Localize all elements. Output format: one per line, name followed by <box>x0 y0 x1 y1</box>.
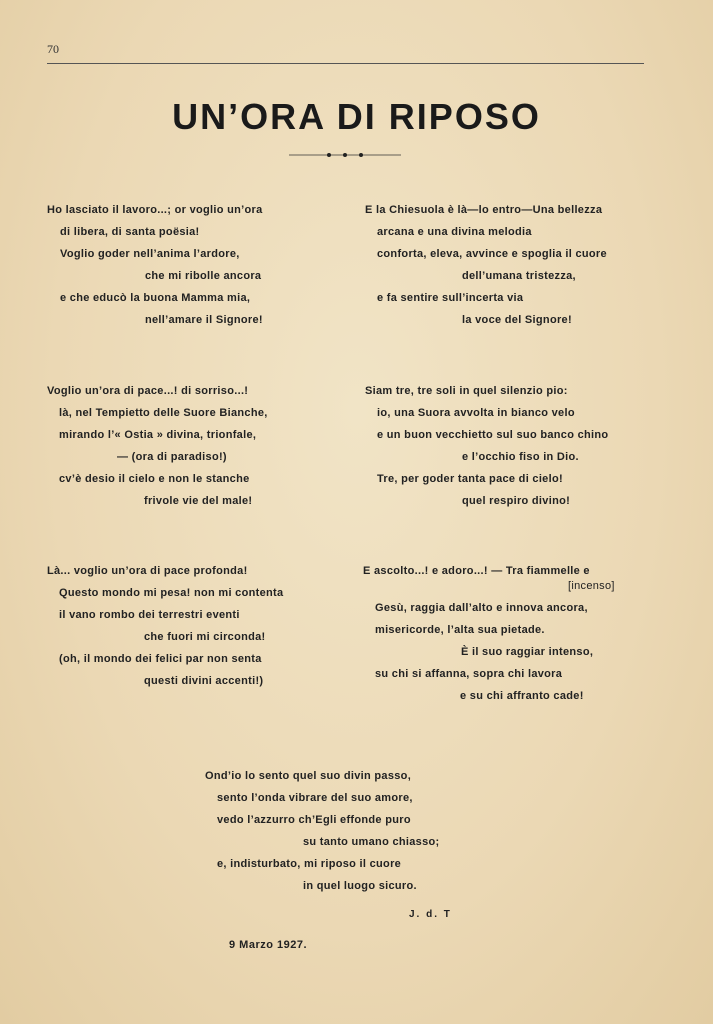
stanza-line: Questo mondo mi pesa! non mi contenta <box>59 587 284 599</box>
stanza-line: e che educò la buona Mamma mia, <box>60 292 251 304</box>
stanza-line: che mi ribolle ancora <box>145 270 262 282</box>
stanza-line: su chi si affanna, sopra chi lavora <box>375 668 563 680</box>
stanza-4 <box>365 380 608 512</box>
stanza-5 <box>47 560 283 692</box>
stanza-line: Voglio un’ora di pace...! di sorriso...! <box>47 385 249 397</box>
stanza-line: nell’amare il Signore! <box>145 314 263 326</box>
stanza-line: quel respiro divino! <box>462 495 571 507</box>
stanza-line: arcana e una divina melodia <box>377 226 532 238</box>
stanza-line: misericorde, l’alta sua pietade. <box>375 624 545 636</box>
stanza-line: la voce del Signore! <box>462 314 572 326</box>
poem-title: UN’ORA DI RIPOSO <box>172 96 541 137</box>
stanza-3 <box>47 380 268 512</box>
stanza-line: frivole vie del male! <box>144 495 253 507</box>
stanza-line: Voglio goder nell’anima l’ardore, <box>60 248 240 260</box>
stanza-line: Ho lasciato il lavoro...; or voglio un’ora <box>47 204 263 216</box>
stanza-line: Gesù, raggia dall’alto e innova ancora, <box>375 602 588 614</box>
stanza-line: e un buon vecchietto sul suo banco chino <box>377 429 609 441</box>
header-rule <box>47 63 644 64</box>
stanza-line: E la Chiesuola è là—lo entro—Una bellezza <box>365 204 603 216</box>
stanza-line: È il suo raggiar intenso, <box>461 646 594 658</box>
stanza-line: e su chi affranto cade! <box>460 690 584 702</box>
stanza-6 <box>363 560 615 707</box>
stanza-line: Ond’io lo sento quel suo divin passo, <box>205 770 412 782</box>
page-number: 70 <box>47 42 59 56</box>
stanza-line: in quel luogo sicuro. <box>303 880 417 892</box>
stanza-line: Là... voglio un’ora di pace profonda! <box>47 565 248 577</box>
poem-date: 9 Marzo 1927. <box>229 939 308 951</box>
author-signature: J. d. T <box>409 909 452 920</box>
stanza-line: Siam tre, tre soli in quel silenzio pio: <box>365 385 568 397</box>
stanza-line: e, indisturbato, mi riposo il cuore <box>217 858 402 870</box>
stanza-2 <box>365 199 607 331</box>
stanza-line: mirando l’« Ostia » divina, trionfale, <box>59 429 257 441</box>
stanza-line: il vano rombo dei terrestri eventi <box>59 609 240 621</box>
stanza-line: — (ora di paradiso!) <box>117 451 227 463</box>
title-ornament <box>289 150 401 160</box>
stanza-line: sento l’onda vibrare del suo amore, <box>217 792 413 804</box>
stanza-line: e l’occhio fiso in Dio. <box>462 451 579 463</box>
stanza-line: là, nel Tempietto delle Suore Bianche, <box>59 407 268 419</box>
stanza-7 <box>205 765 439 897</box>
stanza-line: questi divini accenti!) <box>144 675 264 687</box>
stanza-line: E ascolto...! e adoro...! — Tra fiammelle e <box>363 565 590 577</box>
stanza-line: conforta, eleva, avvince e spoglia il cuore <box>377 248 607 260</box>
stanza-1 <box>47 199 263 331</box>
stanza-line: io, una Suora avvolta in bianco velo <box>377 407 575 419</box>
stanza-line: dell’umana tristezza, <box>462 270 576 282</box>
stanza-line: che fuori mi circonda! <box>144 631 266 643</box>
stanza-line: vedo l’azzurro ch’Egli effonde puro <box>217 814 411 826</box>
stanza-line: [incenso] <box>568 580 615 592</box>
stanza-line: su tanto umano chiasso; <box>303 836 440 848</box>
stanza-line: cv’è desio il cielo e non le stanche <box>59 473 250 485</box>
stanza-line: Tre, per goder tanta pace di cielo! <box>377 473 563 485</box>
stanza-line: e fa sentire sull’incerta via <box>377 292 524 304</box>
stanza-line: (oh, il mondo dei felici par non senta <box>59 653 262 665</box>
stanza-line: di libera, di santa poësia! <box>60 226 200 238</box>
